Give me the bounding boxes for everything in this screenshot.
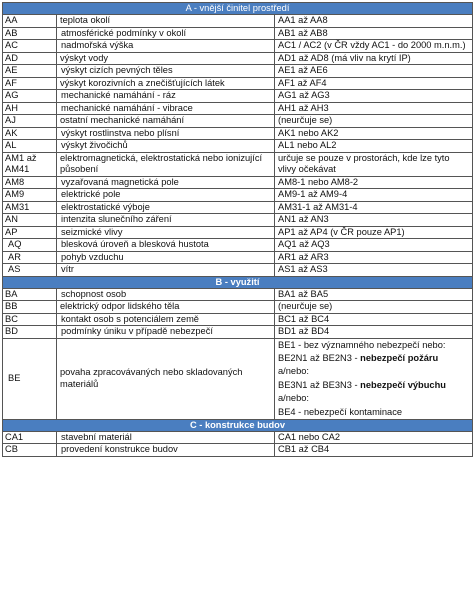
table-row	[3, 52, 473, 65]
name-cell: intenzita slunečního záření	[57, 214, 275, 227]
class-cell: BD1 až BD4	[275, 326, 473, 339]
name-cell: stavební materiál	[57, 431, 275, 444]
code-cell: AE	[3, 65, 57, 78]
table-row	[3, 65, 473, 78]
name-cell: podmínky úniku v případě nebezpečí	[57, 326, 275, 339]
be-line-1: BE1 - bez významného nebezpečí nebo:	[278, 339, 446, 350]
section-b-header	[3, 276, 473, 288]
code-cell: BB	[3, 301, 57, 314]
class-cell: AM9-1 až AM9-4	[275, 189, 473, 202]
class-cell: AR1 až AR3	[275, 251, 473, 264]
name-cell: výskyt korozivních a znečišťujících látek	[57, 77, 275, 90]
name-cell: vyzařovaná magnetická pole	[57, 176, 275, 189]
be-hazard-label: nebezpečí výbuchu	[360, 379, 446, 390]
class-cell: AF1 až AF4	[275, 77, 473, 90]
class-cell: AH1 až AH3	[275, 102, 473, 115]
class-cell: AG1 až AG3	[275, 90, 473, 103]
code-cell: AM9	[3, 189, 57, 202]
class-cell: (neurčuje se)	[275, 301, 473, 314]
code-cell: BD	[3, 326, 57, 339]
class-cell: CB1 až CB4	[275, 444, 473, 457]
be-range: BE3N1 až BE3N3 -	[278, 379, 361, 390]
code-cell: BA	[3, 288, 57, 301]
table-row	[3, 152, 473, 176]
table-row	[3, 251, 473, 264]
class-cell: BC1 až BC4	[275, 313, 473, 326]
table-row	[3, 40, 473, 53]
class-cell: AB1 až AB8	[275, 27, 473, 40]
table-row	[3, 15, 473, 28]
name-cell: povaha zpracovávaných nebo skladovaných materiálů	[57, 338, 275, 419]
class-cell: (neurčuje se)	[275, 115, 473, 128]
be-hazard-label: nebezpečí požáru	[360, 352, 439, 363]
section-c-header	[3, 419, 473, 431]
code-cell: AD	[3, 52, 57, 65]
code-cell: AQ	[3, 239, 57, 252]
name-cell: elektrický odpor lidského těla	[57, 301, 275, 314]
table-row	[3, 201, 473, 214]
code-cell: AM8	[3, 176, 57, 189]
table-row	[3, 313, 473, 326]
name-cell: seizmické vlivy	[57, 226, 275, 239]
class-cell: AC1 / AC2 (v ČR vždy AC1 - do 2000 m.n.m.)	[275, 40, 473, 53]
be-line-6: BE4 - nebezpečí kontaminace	[278, 406, 403, 417]
class-cell: AK1 nebo AK2	[275, 127, 473, 140]
table-row	[3, 140, 473, 153]
code-cell: AR	[3, 251, 57, 264]
table-row	[3, 90, 473, 103]
class-cell: AL1 nebo AL2	[275, 140, 473, 153]
name-cell: výskyt rostlinstva nebo plísní	[57, 127, 275, 140]
section-a-header	[3, 3, 473, 15]
name-cell: atmosférické podmínky v okolí	[57, 27, 275, 40]
code-cell: AP	[3, 226, 57, 239]
table-row	[3, 301, 473, 314]
table-row	[3, 326, 473, 339]
section-title: C - konstrukce budov	[3, 419, 473, 431]
name-cell: elektrické pole	[57, 189, 275, 202]
name-cell: ostatní mechanické namáhání	[57, 115, 275, 128]
code-cell: BC	[3, 313, 57, 326]
class-cell: AQ1 až AQ3	[275, 239, 473, 252]
class-cell: AM8-1 nebo AM8-2	[275, 176, 473, 189]
class-cell: AP1 až AP4 (v ČR pouze AP1)	[275, 226, 473, 239]
table-row	[3, 27, 473, 40]
class-cell: CA1 nebo CA2	[275, 431, 473, 444]
class-cell: BA1 až BA5	[275, 288, 473, 301]
class-cell: AA1 až AA8	[275, 15, 473, 28]
name-cell: vítr	[57, 264, 275, 277]
name-cell: teplota okolí	[57, 15, 275, 28]
code-cell: AG	[3, 90, 57, 103]
name-cell: elektromagnetická, elektrostatická nebo ionizující působení	[57, 152, 275, 176]
code-cell: AF	[3, 77, 57, 90]
be-line-3: a/nebo:	[278, 366, 310, 377]
code-cell: AJ	[3, 115, 57, 128]
code-cell: AA	[3, 15, 57, 28]
be-line-2	[278, 352, 469, 365]
class-cell: AS1 až AS3	[275, 264, 473, 277]
code-cell: BE	[3, 338, 57, 419]
table-row	[3, 176, 473, 189]
name-cell: mechanické namáhání - ráz	[57, 90, 275, 103]
name-cell: elektrostatické výboje	[57, 201, 275, 214]
class-cell: určuje se pouze v prostorách, kde lze tyto vlivy očekávat	[275, 152, 473, 176]
code-cell: AS	[3, 264, 57, 277]
class-cell	[275, 338, 473, 419]
name-cell: schopnost osob	[57, 288, 275, 301]
section-title: B - využití	[3, 276, 473, 288]
code-cell: AL	[3, 140, 57, 153]
table-row	[3, 338, 473, 419]
code-cell: AC	[3, 40, 57, 53]
class-cell: AD1 až AD8 (má vliv na krytí IP)	[275, 52, 473, 65]
table-row	[3, 226, 473, 239]
table-row	[3, 102, 473, 115]
section-title: A - vnější činitel prostředí	[3, 3, 473, 15]
name-cell: blesková úroveň a blesková hustota	[57, 239, 275, 252]
class-cell: AM31-1 až AM31-4	[275, 201, 473, 214]
table-row	[3, 77, 473, 90]
name-cell: pohyb vzduchu	[57, 251, 275, 264]
influences-table	[2, 2, 473, 457]
code-cell: AH	[3, 102, 57, 115]
table-row	[3, 264, 473, 277]
table-row	[3, 288, 473, 301]
be-line-5: a/nebo:	[278, 393, 310, 404]
class-cell: AE1 až AE6	[275, 65, 473, 78]
be-range: BE2N1 až BE2N3 -	[278, 352, 361, 363]
code-cell: AM1 až AM41	[3, 152, 57, 176]
code-cell: CA1	[3, 431, 57, 444]
table-row	[3, 189, 473, 202]
be-line-4	[278, 379, 469, 392]
table-row	[3, 444, 473, 457]
table-row	[3, 239, 473, 252]
name-cell: výskyt živočichů	[57, 140, 275, 153]
name-cell: mechanické namáhání - vibrace	[57, 102, 275, 115]
name-cell: výskyt cizích pevných těles	[57, 65, 275, 78]
code-cell: AM31	[3, 201, 57, 214]
code-cell: AK	[3, 127, 57, 140]
code-cell: CB	[3, 444, 57, 457]
name-cell: kontakt osob s potenciálem země	[57, 313, 275, 326]
name-cell: výskyt vody	[57, 52, 275, 65]
code-cell: AN	[3, 214, 57, 227]
table-row	[3, 431, 473, 444]
name-cell: nadmořská výška	[57, 40, 275, 53]
table-row	[3, 127, 473, 140]
table-row	[3, 214, 473, 227]
code-cell: AB	[3, 27, 57, 40]
class-cell: AN1 až AN3	[275, 214, 473, 227]
name-cell: provedení konstrukce budov	[57, 444, 275, 457]
table-row	[3, 115, 473, 128]
